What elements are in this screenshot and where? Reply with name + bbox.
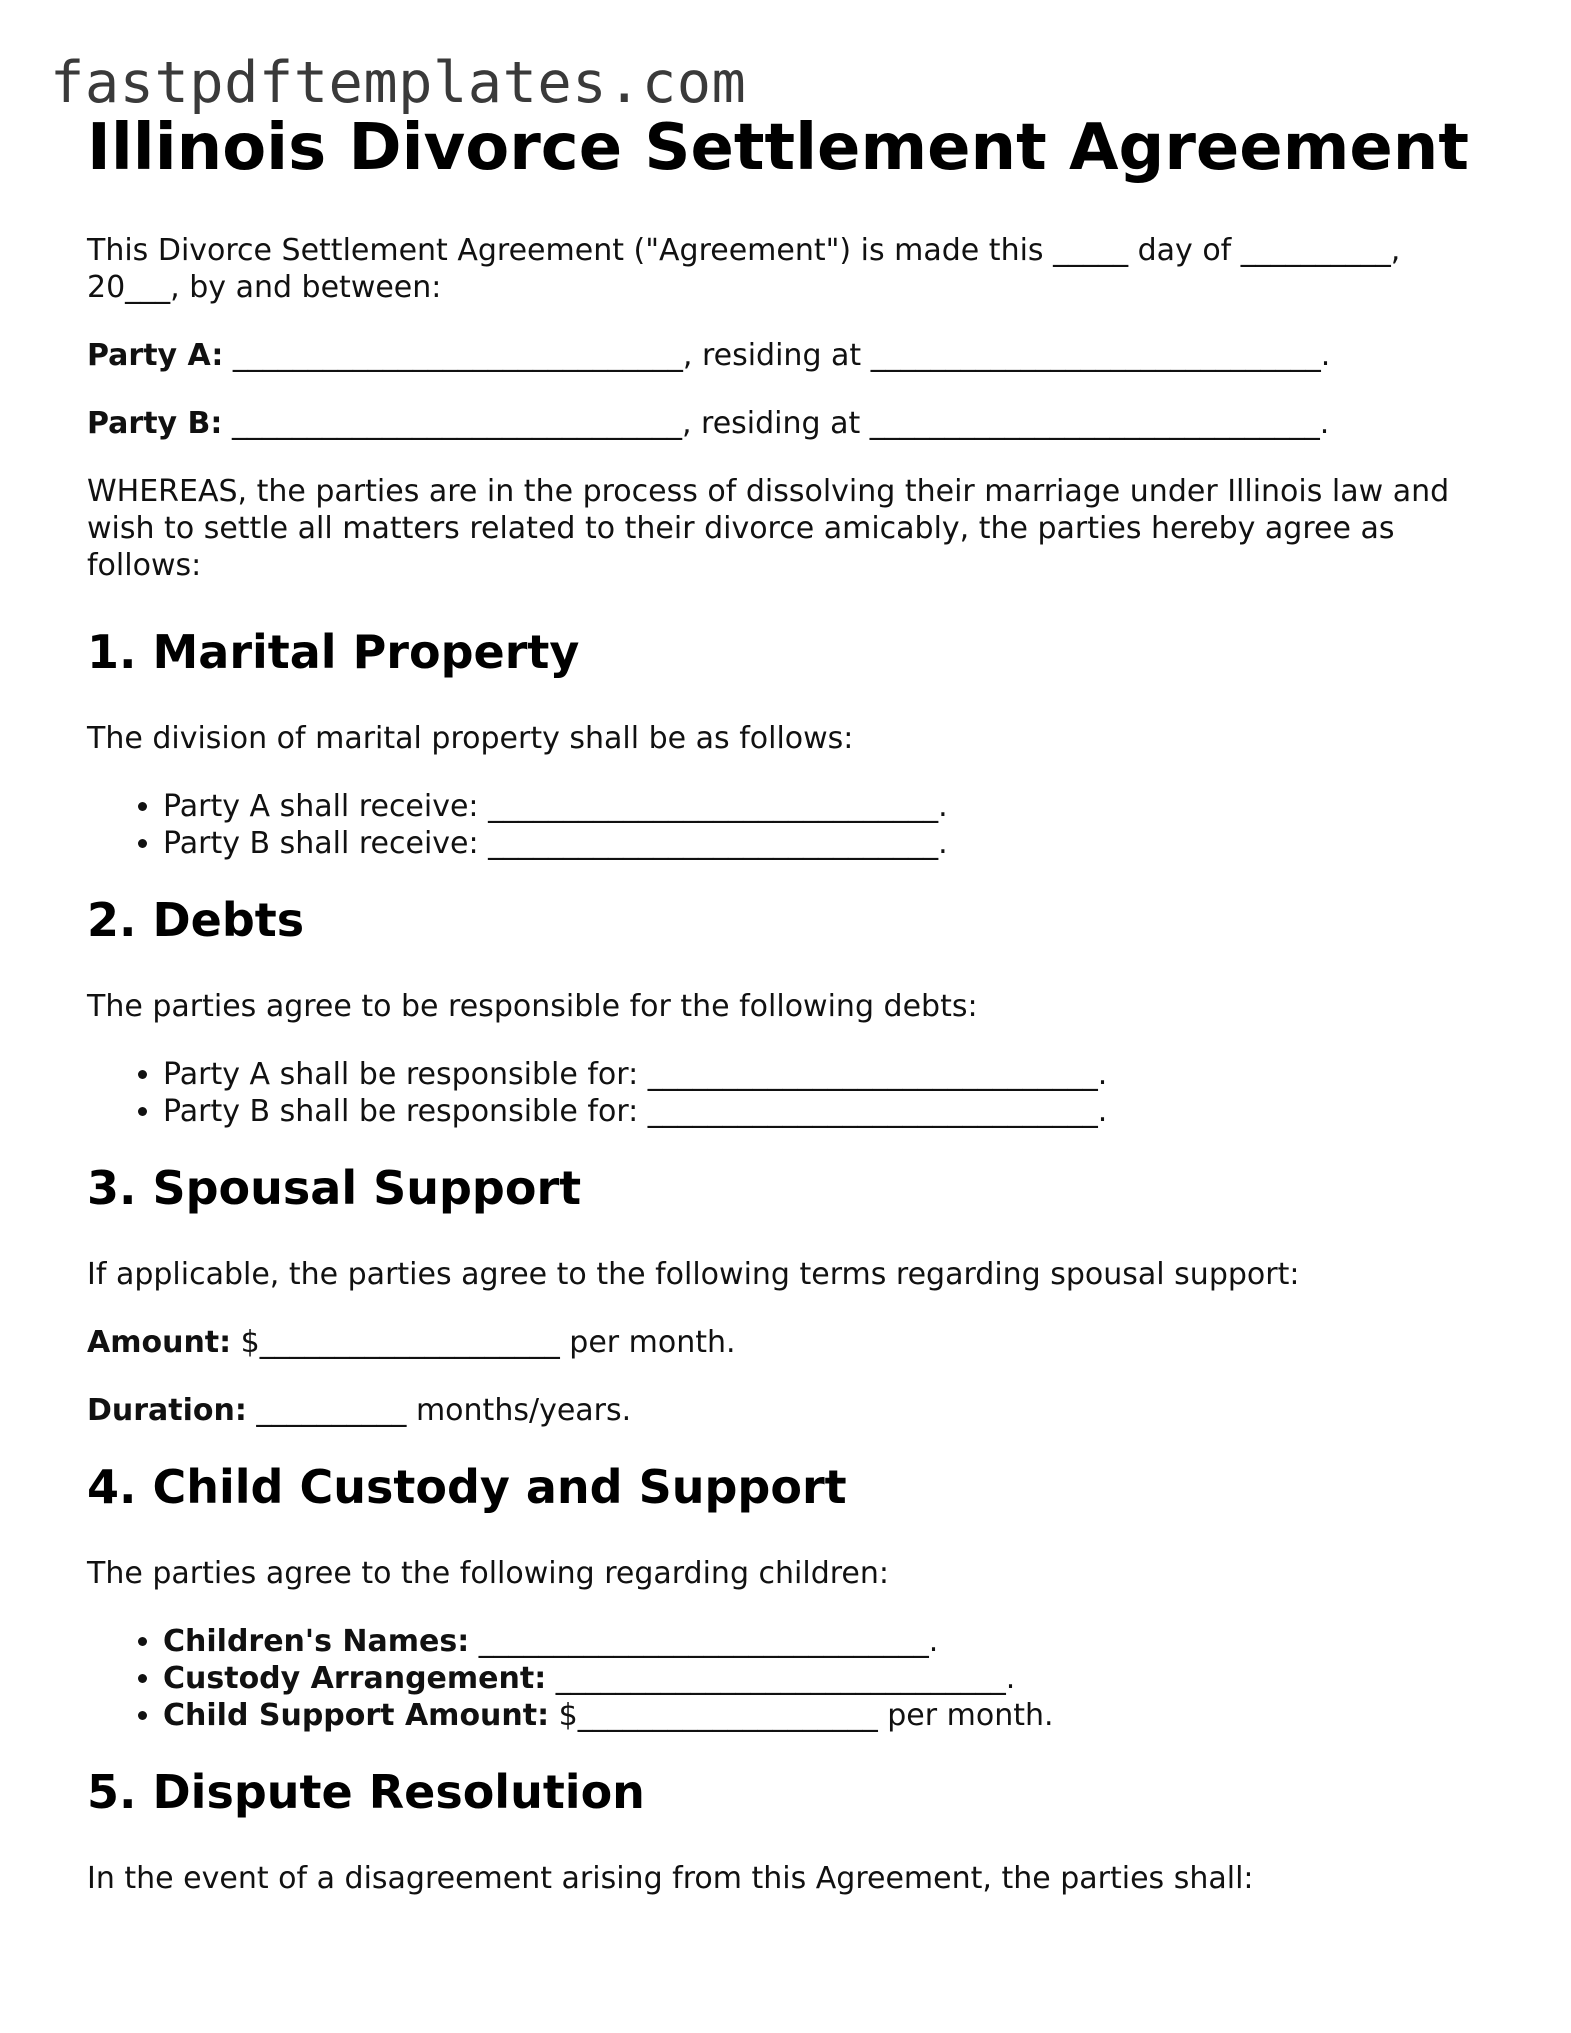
section-heading-dispute-resolution: 5. Dispute Resolution xyxy=(87,1765,645,1819)
section-heading-debts: 2. Debts xyxy=(87,893,305,947)
party-a-fields: ______________________________, residing at ______________________________. xyxy=(223,338,1331,373)
custody-arrangement-label: Custody Arrangement: xyxy=(163,1661,547,1696)
document-page xyxy=(87,108,1497,1897)
party-a-line xyxy=(87,337,1497,374)
children-names-label: Children's Names: xyxy=(163,1624,470,1659)
dispute-resolution-intro: In the event of a disagreement arising from this Agreement, the parties shall: xyxy=(87,1861,1254,1896)
section-heading-spousal-support: 3. Spousal Support xyxy=(87,1161,582,1215)
marital-property-list xyxy=(87,788,1497,862)
list-item: • Party B shall be responsible for: ______________________________. xyxy=(163,1093,1497,1130)
list-item xyxy=(163,1697,1497,1734)
intro-paragraph xyxy=(87,232,1497,306)
document-title: Illinois Divorce Settlement Agreement xyxy=(87,111,1469,185)
watermark: fastpdftemplates.com xyxy=(50,50,747,116)
debts-list xyxy=(87,1056,1497,1130)
list-item: • Party A shall receive: ______________________________. xyxy=(163,788,1497,825)
child-custody-list xyxy=(87,1623,1497,1734)
section-heading-marital-property: 1. Marital Property xyxy=(87,625,580,679)
marital-property-intro: The division of marital property shall be as follows: xyxy=(87,721,854,756)
party-b-fields: ______________________________, residing at ______________________________. xyxy=(222,406,1330,441)
child-support-amount-label: Child Support Amount: xyxy=(163,1698,550,1733)
custody-arrangement-field: ______________________________. xyxy=(546,1661,1016,1696)
list-item xyxy=(163,1623,1497,1660)
whereas-paragraph: WHEREAS, the parties are in the process of dissolving their marriage under Illinois law and wish to settle all matters related to their divorce amicably, the parties hereby agree as follows: xyxy=(87,474,1450,583)
spousal-support-intro: If applicable, the parties agree to the following terms regarding spousal support: xyxy=(87,1257,1300,1292)
debts-intro: The parties agree to be responsible for the following debts: xyxy=(87,989,978,1024)
child-custody-intro: The parties agree to the following regarding children: xyxy=(87,1556,890,1591)
section-heading-child-custody: 4. Child Custody and Support xyxy=(87,1460,847,1514)
amount-label: Amount: xyxy=(87,1325,232,1360)
party-b-label: Party B: xyxy=(87,406,223,441)
intro-line-1: This Divorce Settlement Agreement ("Agreement") is made this _____ day of __________, xyxy=(87,233,1401,268)
intro-line-2: 20___, by and between: xyxy=(87,270,442,305)
amount-field: $____________________ per month. xyxy=(231,1325,736,1360)
duration-field: __________ months/years. xyxy=(246,1393,632,1428)
spousal-amount-line xyxy=(87,1324,1497,1361)
list-item: • Party B shall receive: ______________________________. xyxy=(163,825,1497,862)
child-support-amount-field: $____________________ per month. xyxy=(549,1698,1054,1733)
party-a-label: Party A: xyxy=(87,338,224,373)
party-b-line xyxy=(87,405,1497,442)
duration-label: Duration: xyxy=(87,1393,247,1428)
list-item: • Party A shall be responsible for: ______________________________. xyxy=(163,1056,1497,1093)
children-names-field: ______________________________. xyxy=(469,1624,939,1659)
list-item xyxy=(163,1660,1497,1697)
spousal-duration-line xyxy=(87,1392,1497,1429)
